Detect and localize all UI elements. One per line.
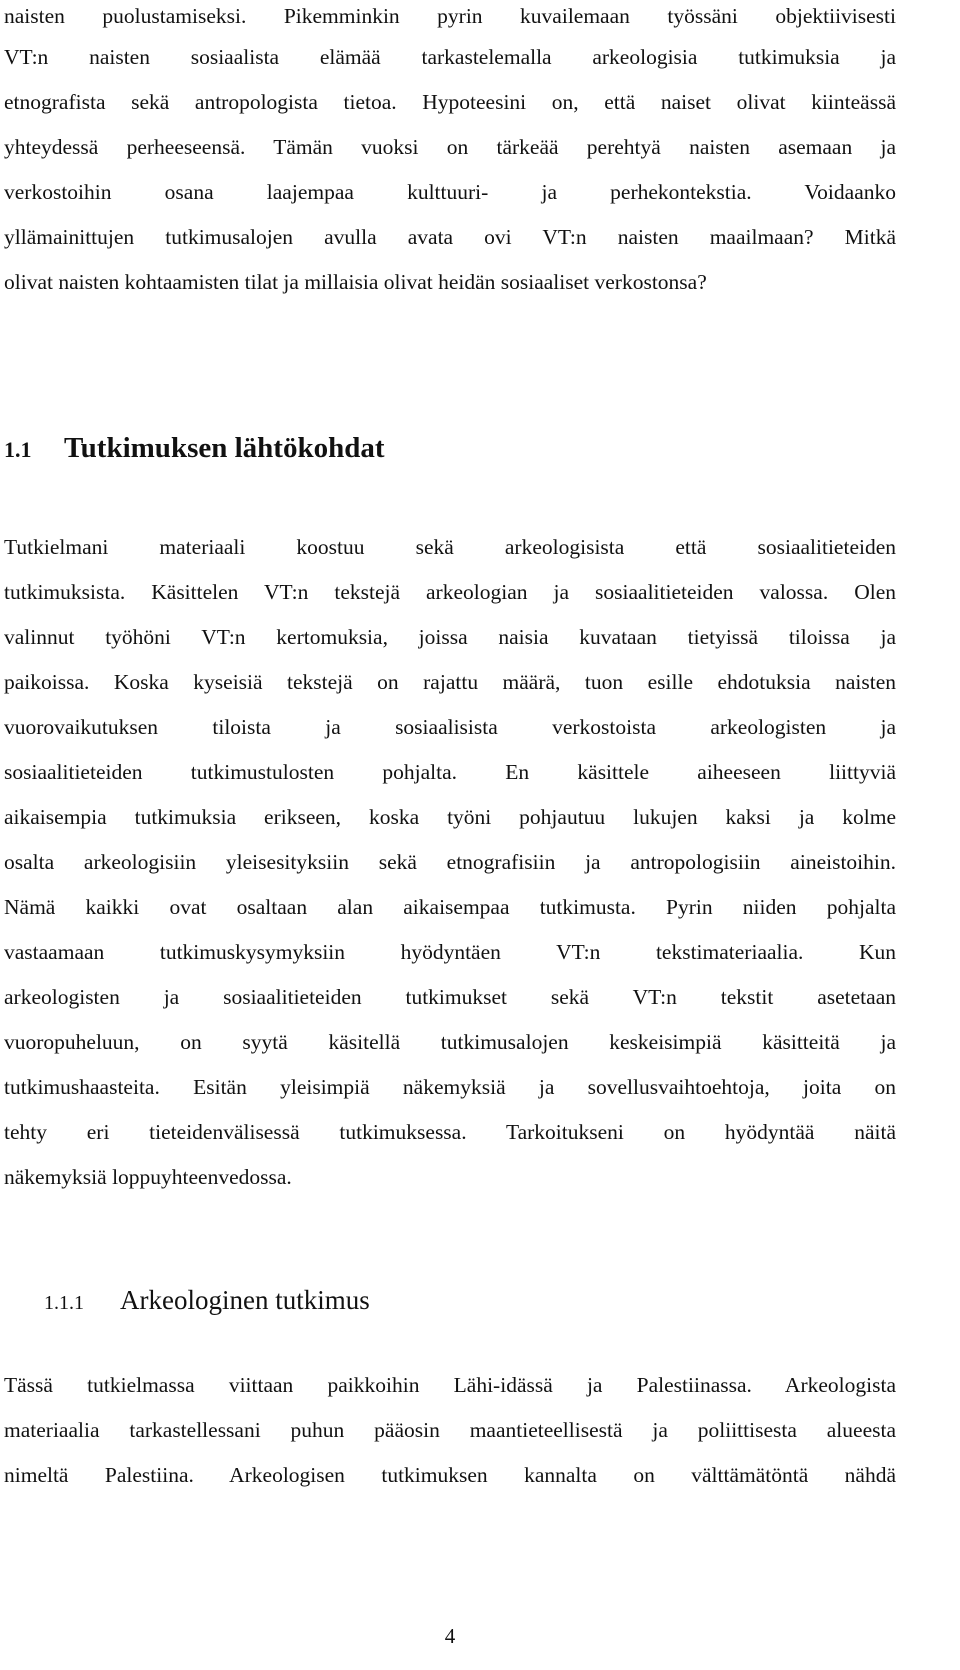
text-line: tutkimushaasteita. Esitän yleisimpiä näkemyksiä ja sovellusvaihtoehtoja, joita on	[4, 1075, 896, 1099]
text-line: yllämainittujen tutkimusalojen avulla avata ovi VT:n naisten maailmaan? Mitkä	[4, 225, 896, 249]
subsection-heading	[44, 1282, 370, 1323]
text-line: näkemyksiä loppuyhteenvedossa.	[4, 1165, 292, 1189]
text-line: naisten puolustamiseksi. Pikemminkin pyrin kuvailemaan työssäni objektiivisesti	[4, 4, 896, 28]
text-line: olivat naisten kohtaamisten tilat ja millaisia olivat heidän sosiaaliset verkostonsa?	[4, 270, 707, 294]
text-line: verkostoihin osana laajempaa kulttuuri- ja perhekontekstia. Voidaanko	[4, 180, 896, 204]
text-line: Tutkielmani materiaali koostuu sekä arkeologisista että sosiaalitieteiden	[4, 535, 896, 559]
subsection-number: 1.1.1	[44, 1292, 84, 1314]
text-line: tutkimuksista. Käsittelen VT:n tekstejä arkeologian ja sosiaalitieteiden valossa. Olen	[4, 580, 896, 604]
subsection-title: Arkeologinen tutkimus	[120, 1285, 370, 1315]
text-line: valinnut työhöni VT:n kertomuksia, joissa naisia kuvataan tietyissä tiloissa ja	[4, 625, 896, 649]
text-line: tehty eri tieteidenvälisessä tutkimuksessa. Tarkoitukseni on hyödyntää näitä	[4, 1120, 896, 1144]
text-line: yhteydessä perheeseensä. Tämän vuoksi on tärkeää perehtyä naisten asemaan ja	[4, 135, 896, 159]
text-line: Tässä tutkielmassa viittaan paikkoihin Lähi-idässä ja Palestiinassa. Arkeologista	[4, 1373, 896, 1397]
text-line: aikaisempia tutkimuksia erikseen, koska työni pohjautuu lukujen kaksi ja kolme	[4, 805, 896, 829]
text-line: etnografista sekä antropologista tietoa. Hypoteesini on, että naiset olivat kiinteässä	[4, 90, 896, 114]
text-line: vastaamaan tutkimuskysymyksiin hyödyntäen VT:n tekstimateriaalia. Kun	[4, 940, 896, 964]
text-line: arkeologisten ja sosiaalitieteiden tutkimukset sekä VT:n tekstit asetetaan	[4, 985, 896, 1009]
text-line: osalta arkeologisiin yleisesityksiin sekä etnografisiin ja antropologisiin aineistoihin.	[4, 850, 896, 874]
text-line: materiaalia tarkastellessani puhun pääosin maantieteellisestä ja poliittisesta alueesta	[4, 1418, 896, 1442]
section-number: 1.1	[4, 437, 32, 462]
text-line: vuorovaikutuksen tiloista ja sosiaalisista verkostoista arkeologisten ja	[4, 715, 896, 739]
text-line: Nämä kaikki ovat osaltaan alan aikaisempaa tutkimusta. Pyrin niiden pohjalta	[4, 895, 896, 919]
text-line: sosiaalitieteiden tutkimustulosten pohjalta. En käsittele aiheeseen liittyviä	[4, 760, 896, 784]
page-number: 4	[444, 1624, 456, 1648]
section-heading	[4, 430, 385, 471]
text-line: paikoissa. Koska kyseisiä tekstejä on rajattu määrä, tuon esille ehdotuksia naisten	[4, 670, 896, 694]
section-title: Tutkimuksen lähtökohdat	[64, 432, 385, 464]
text-line: nimeltä Palestiina. Arkeologisen tutkimuksen kannalta on välttämätöntä nähdä	[4, 1463, 896, 1487]
text-line: vuoropuheluun, on syytä käsitellä tutkimusalojen keskeisimpiä käsitteitä ja	[4, 1030, 896, 1054]
text-line: VT:n naisten sosiaalista elämää tarkastelemalla arkeologisia tutkimuksia ja	[4, 45, 896, 69]
